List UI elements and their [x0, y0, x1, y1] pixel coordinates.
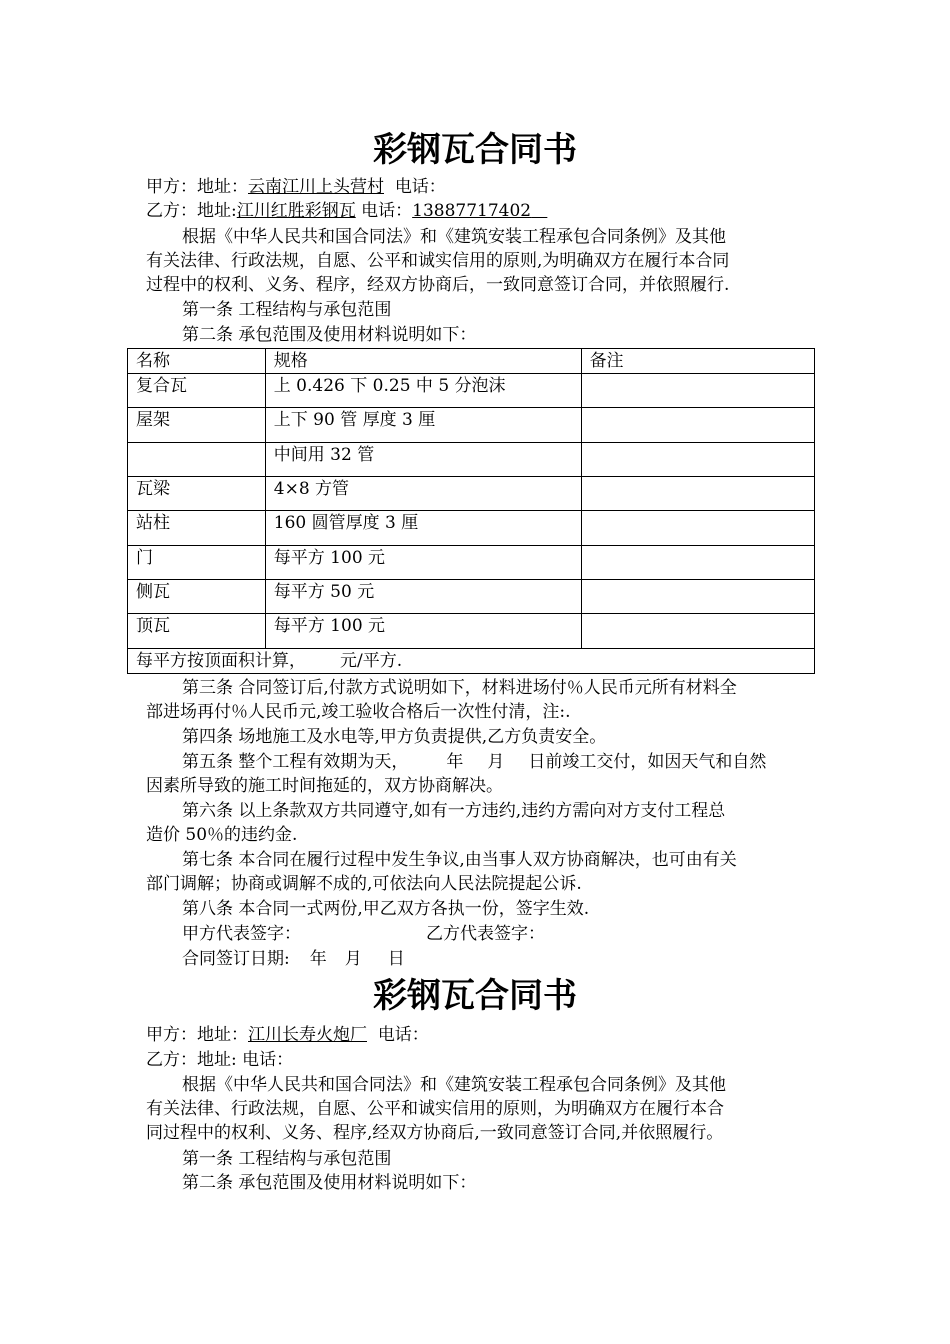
- materials-table: [127, 348, 815, 674]
- signing-date-day: 日: [387, 949, 405, 969]
- article-5-month: 月: [487, 752, 505, 772]
- party-a-signature: 甲方代表签字：: [182, 924, 301, 944]
- intro-line: 根据《中华人民共和国合同法》和《建筑安装工程承包合同条例》及其他: [182, 1075, 726, 1095]
- intro-line: 有关法律、行政法规，自愿、公平和诚实信用的原则,为明确双方在履行本合同: [146, 251, 730, 271]
- table-cell-name: 侧瓦: [128, 580, 266, 614]
- table-cell-note: [581, 408, 814, 443]
- article-7-cont: 部门调解；协商或调解不成的,可依法向人民法院提起公诉.: [146, 874, 582, 894]
- table-cell-name: 瓦梁: [128, 477, 266, 511]
- table-footer: [128, 649, 815, 674]
- table-cell-note: [581, 443, 814, 477]
- article-6-cont: 造价 50％的违约金.: [146, 825, 298, 845]
- article-3-cont: 部进场再付％人民币元,竣工验收合格后一次性付清，注:.: [146, 702, 571, 722]
- article-4: 第四条 场地施工及水电等,甲方负责提供,乙方负责安全。: [182, 727, 607, 747]
- table-cell-note: [581, 511, 814, 546]
- party-a-phone-label: 电话：: [394, 177, 446, 197]
- party-b-label: 乙方：地址:: [146, 201, 237, 221]
- intro-line: 同过程中的权利、义务、程序,经双方协商后,一致同意签订合同,并依照履行。: [146, 1123, 724, 1143]
- table-cell-note: [581, 374, 814, 408]
- table-cell-spec: 160 圆管厚度 3 厘: [265, 511, 581, 546]
- party-b-address: 江川红胜彩钢瓦: [236, 201, 356, 221]
- table-cell-spec: 每平方 100 元: [265, 614, 581, 649]
- table-footer-row: [128, 649, 815, 674]
- party-b-line: 乙方：地址: 电话：: [146, 1050, 294, 1070]
- table-cell-note: [581, 546, 814, 580]
- article-5-rest: 日前竣工交付，如因天气和自然: [528, 752, 767, 772]
- table-cell-name: 顶瓦: [128, 614, 266, 649]
- table-cell-spec: 上下 90 管 厚度 3 厘: [265, 408, 581, 443]
- party-b-signature: 乙方代表签字：: [426, 924, 545, 944]
- table-header-spec: 规格: [265, 349, 581, 374]
- table-footer-unit: 元/平方.: [340, 651, 403, 671]
- party-a-label: 甲方：地址：: [146, 177, 248, 197]
- party-a-line: [146, 1024, 429, 1047]
- signing-date-label: 合同签订日期:: [182, 949, 290, 969]
- table-row: [128, 374, 815, 408]
- party-a-address: 江川长寿火炮厂: [248, 1025, 367, 1045]
- table-footer-text: 每平方按顶面积计算，: [136, 651, 306, 671]
- party-a-address: 云南江川上头营村: [248, 177, 384, 197]
- signing-date-month: 月: [344, 949, 362, 969]
- table-cell-spec: 每平方 100 元: [265, 546, 581, 580]
- table-cell-name: 屋架: [128, 408, 266, 443]
- table-cell-spec: 每平方 50 元: [265, 580, 581, 614]
- table-row: [128, 580, 815, 614]
- table-cell-note: [581, 477, 814, 511]
- signing-date: [182, 948, 405, 971]
- party-a-label: 甲方：地址：: [146, 1025, 248, 1045]
- article-2: 第二条 承包范围及使用材料说明如下：: [182, 325, 477, 345]
- party-b-phone: 13887717402: [412, 201, 532, 221]
- table-cell-name: 门: [128, 546, 266, 580]
- contract-title: 彩钢瓦合同书: [373, 976, 577, 1016]
- table-row: [128, 614, 815, 649]
- table-cell-spec: 4×8 方管: [265, 477, 581, 511]
- table-cell-note: [581, 580, 814, 614]
- table-cell-spec: 中间用 32 管: [265, 443, 581, 477]
- article-1: 第一条 工程结构与承包范围: [182, 300, 392, 320]
- table-cell-name: [128, 443, 266, 477]
- article-5-text: 第五条 整个工程有效期为天，: [182, 752, 409, 772]
- party-b-phone-label: 电话：: [361, 201, 413, 221]
- article-6: 第六条 以上条款双方共同遵守,如有一方违约,违约方需向对方支付工程总: [182, 801, 726, 821]
- table-row: [128, 546, 815, 580]
- table-cell-spec: 上 0.426 下 0.25 中 5 分泡沫: [265, 374, 581, 408]
- article-1: 第一条 工程结构与承包范围: [182, 1149, 392, 1169]
- signing-date-year: 年: [309, 949, 327, 969]
- table-header-row: [128, 349, 815, 374]
- article-8: 第八条 本合同一式两份,甲乙双方各执一份，签字生效.: [182, 899, 590, 919]
- party-b-line: [146, 200, 547, 223]
- intro-line: 有关法律、行政法规，自愿、公平和诚实信用的原则，为明确双方在履行本合: [146, 1099, 724, 1119]
- table-row: [128, 408, 815, 443]
- party-a-phone-label: 电话：: [377, 1025, 429, 1045]
- contract-title: 彩钢瓦合同书: [373, 130, 577, 170]
- table-row: [128, 443, 815, 477]
- table-cell-name: 复合瓦: [128, 374, 266, 408]
- table-cell-name: 站柱: [128, 511, 266, 546]
- table-row: [128, 511, 815, 546]
- table-header-note: 备注: [581, 349, 814, 374]
- article-5-cont: 因素所导致的施工时间拖延的，双方协商解决。: [146, 776, 503, 796]
- article-5: [182, 751, 766, 774]
- party-a-line: [146, 176, 446, 199]
- signature-line: [182, 923, 545, 946]
- intro-line: 过程中的权利、义务、程序，经双方协商后，一致同意签订合同，并依照履行.: [146, 275, 730, 295]
- article-3: 第三条 合同签订后,付款方式说明如下，材料进场付％人民币元所有材料全: [182, 678, 737, 698]
- table-row: [128, 477, 815, 511]
- article-7: 第七条 本合同在履行过程中发生争议,由当事人双方协商解决，也可由有关: [182, 850, 737, 870]
- table-header-name: 名称: [128, 349, 266, 374]
- article-5-year: 年: [446, 752, 464, 772]
- table-cell-note: [581, 614, 814, 649]
- intro-line: 根据《中华人民共和国合同法》和《建筑安装工程承包合同条例》及其他: [182, 227, 726, 247]
- article-2: 第二条 承包范围及使用材料说明如下：: [182, 1173, 477, 1193]
